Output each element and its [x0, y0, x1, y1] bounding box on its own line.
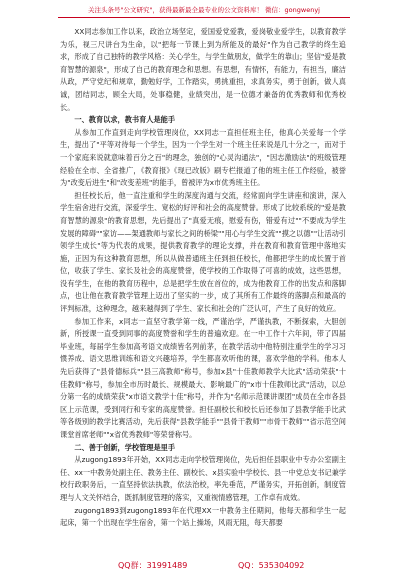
- section-heading-2: 二、善于创新，学校管理是里手: [74, 442, 176, 452]
- footer-qq-group: QQ群：31991489: [118, 561, 188, 570]
- document-body: [60, 26, 346, 530]
- header-divider: [58, 17, 350, 18]
- paragraph-teaching-honors: 参加工作来，x同志一直坚守教学第一线，严谨治学，严谨执教，不断探索，大胆创新，所授课一直受到同事的高度赞誉和学生的普遍欢迎。在一中工作十六年间，带了四届毕业班，每届学生参加高考语文成绩皆名列前茅，在教学活动中他特别注重学生的学习习惯养成、语文思维训练和语文兴趣培养，学生都喜欢听他的课，喜欢学他的学科。他本人先后获得了"县骨德标兵""县三高教师"称号，参加x县"十佳教师教学大比武"活动荣获"十佳教师"称号，参加全市历时最长、规模最大、影响最广的"x市十佳教师比武"活动，以总分第一名的成绩荣获"x市语文教学十佳"称号，并作为"名师示范课讲课团"成员在全市各县区上示范课，受到同行和专家的高度赞誉。担任副校长和校长后还参加了县教学能手比武等各级别的教学比赛活动，先后获得"县教学能手""县骨干教师""市骨干教师""省示范空间课堂首席老师""x省优秀教师"等荣誉称号。: [60, 316, 346, 439]
- paragraph-class-teacher: 从参加工作直到走向学校管理岗位，XX同志一直担任班主任，他真心关爱每一个学生，提出了"平等对待每一个学生，因为一个学生对一个班主任来说是几十分之一，而对于一个家庭来说就意味着百分之百"的理念，独创的"心灵沟通法"，"因志激励法"的班级管理经验在全市、全省推广，《教育报》《现已改版》刷专栏报道了他的班主任工作经验，被誉为"改变后进生"和"改变差班"的能手，曾被评为x市优秀班主任。: [60, 127, 346, 188]
- header-banner: 关注头条号"公文研究"，获得最新最全最专业的公文资料库！ 微信：gongwenyj: [88, 6, 320, 14]
- paragraph-intro: XX同志参加工作以来，政治立场坚定，爱国爱党爱教，爱岗敬业爱学生，以教育教学为乐，视三尺讲台为生命，以"把每一节课上到为所能及的最好"作为自己教学的终生追求，形成了自己独特的教学风格：关心学生，与学生做朋友，做学生的靠山；坚信"爱是教育智慧的源泉"，形成了自己的教育理念和思想。有思想，有情怀，有能力，有担当，廉洁从政，严守党纪和规章，勤勉好学，工作踏实，勇挑重担，求真务实，勇于创新，做人真诚，团结同志，顾全大局，处事稳健，业绩突出，是一位德才兼备的优秀教师和优秀校长。: [60, 27, 346, 112]
- paragraph-principal-philosophy: 担任校长后，他一直注重和学生的深度沟通与交流，经常面向学生讲座和演讲，深入学生宿舍进行交流，深爱学生、宽松的好评和社会的高度赞誉。形成了比较系统的"爱是教育智慧的源泉"的教育思想，先后提出了"真爱无痕，慰爱有伤，错爱有过""不要成为学生发展的障碍""家访——架通教师与家长之间的桥梁""用心与学生交流""摸之以德""让活动引领学生成长"等为代表的成果，提供教育教学的理论支撑，并在教育和教育管理中落地实施，正因为有这种教育思想，所以从做普通班主任到担任校长，他都把学生的成长置于首位，收获了学生、家长及社会的高度赞誉，使学校的工作取得了可喜的成效，这些思想，没有学生，在他的教育历程中，总是把学生放在首位的，成为他教育工作的出发点和落脚点，也让他在教育教学管理上迈出了坚实的一步，成了其所有工作最终的落脚点和最高的评判标准，这种理念，越来越得到了学生、家长和社会的广泛认可，产生了良好的效应。: [60, 190, 346, 314]
- paragraph-acting-director: zugong1893到zugong1893年在代理XX一中教务主任期间，他每天都和学生一起起床，第一个出现在学生宿舍，第一个站上操场，风雨无阻，每天都要: [60, 505, 346, 528]
- paragraph-management-career: 从zugong1893年开始，XX同志走向学校管理岗位，先后担任县职业中专办公室副主任、xx一中教务处副主任、教务主任、副校长、x县实验中学校长、县一中党总支书记兼学校行政职务后，一直坚持依法执教，依法治校，率先垂范，严谨务实，开拓创新，制度管理与人文关怀结合，既抓制度管理的落实，又重视情感管理，工作卓有成效。: [60, 455, 346, 502]
- footer-qq-number: QQ：535304092: [238, 561, 305, 570]
- section-heading-1: 一、教育以求，教书育人是能手: [74, 115, 176, 125]
